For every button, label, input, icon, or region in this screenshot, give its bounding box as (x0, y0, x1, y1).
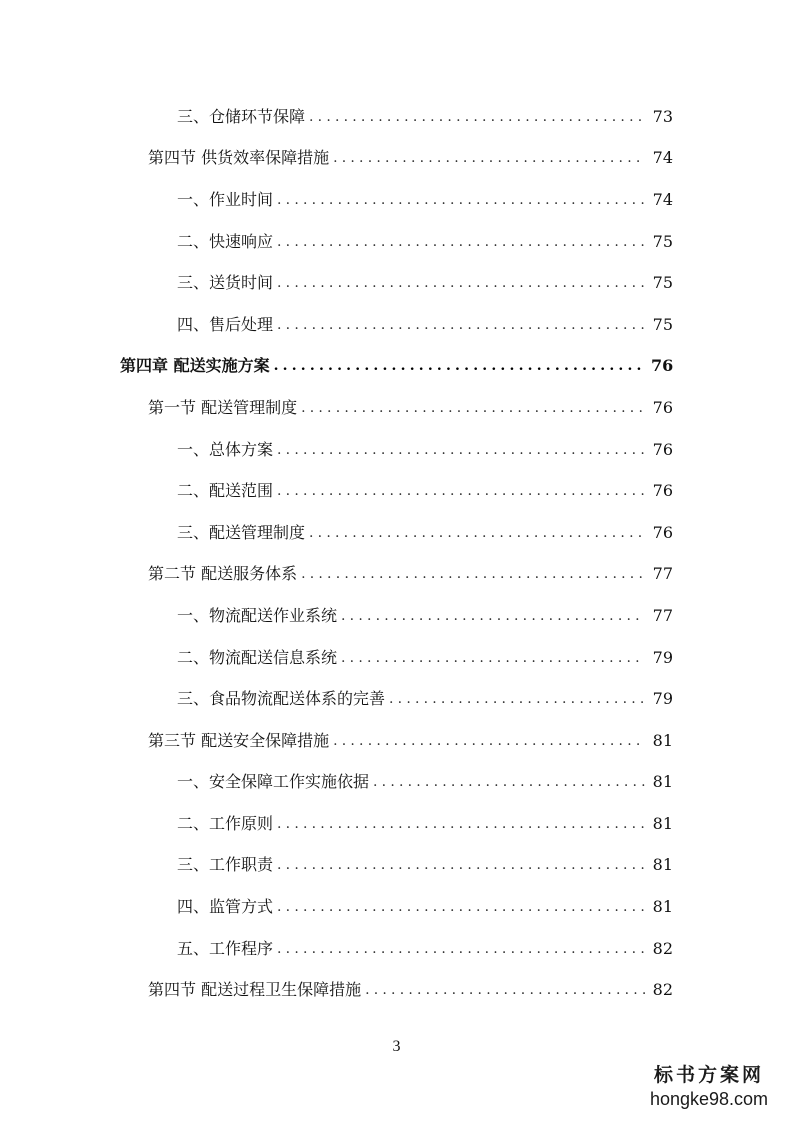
toc-entry[interactable] (0, 637, 793, 679)
toc-chapter-entry[interactable] (0, 346, 793, 388)
toc-leader-dots (277, 481, 645, 501)
toc-entry-title: 第四节 供货效率保障措施 (148, 148, 330, 168)
toc-entry[interactable] (0, 138, 793, 180)
toc-leader-dots (365, 980, 645, 1000)
watermark-logo (639, 1060, 779, 1110)
toc-entry-title: 一、物流配送作业系统 (177, 605, 338, 625)
toc-leader-dots (309, 523, 645, 543)
toc-entry-title: 第四章 配送实施方案 (120, 356, 270, 376)
toc-entry[interactable] (0, 512, 793, 554)
toc-entry-title: 二、快速响应 (177, 231, 274, 251)
toc-entry-page: 74 (652, 148, 673, 168)
toc-entry-page: 77 (652, 564, 673, 584)
toc-entry-page: 76 (652, 481, 673, 501)
toc-entry[interactable] (0, 803, 793, 845)
toc-entry-title: 五、工作程序 (177, 938, 274, 958)
toc-leader-dots (277, 232, 645, 252)
toc-leader-dots (277, 315, 645, 335)
toc-entry[interactable] (0, 595, 793, 637)
toc-entry-title: 第三节 配送安全保障措施 (148, 730, 330, 750)
toc-entry-page: 79 (652, 689, 673, 709)
toc-leader-dots (341, 648, 645, 668)
toc-entry-page: 77 (652, 605, 673, 625)
toc-entry-page: 76 (652, 397, 673, 417)
toc-entry-title: 一、安全保障工作实施依据 (177, 772, 370, 792)
toc-entry-title: 三、仓储环节保障 (177, 106, 306, 126)
toc-entry-page: 81 (652, 855, 673, 875)
toc-entry-title: 一、作业时间 (177, 189, 274, 209)
toc-entry[interactable] (0, 179, 793, 221)
toc-entry-title: 三、食品物流配送体系的完善 (177, 689, 386, 709)
toc-entry-page: 82 (652, 938, 673, 958)
toc-leader-dots (277, 939, 645, 959)
toc-entry[interactable] (0, 678, 793, 720)
toc-entry[interactable] (0, 928, 793, 970)
toc-leader-dots (341, 606, 645, 626)
toc-entry[interactable] (0, 304, 793, 346)
toc-entry-page: 75 (652, 231, 673, 251)
toc-leader-dots (274, 356, 645, 376)
toc-entry-title: 四、监管方式 (177, 897, 274, 917)
toc-leader-dots (333, 731, 645, 751)
toc-leader-dots (277, 440, 645, 460)
toc-entry-title: 三、工作职责 (177, 855, 274, 875)
toc-leader-dots (333, 148, 645, 168)
table-of-contents (0, 96, 793, 1011)
toc-entry[interactable] (0, 470, 793, 512)
toc-entry[interactable] (0, 969, 793, 1011)
toc-entry-title: 二、配送范围 (177, 481, 274, 501)
toc-entry[interactable] (0, 387, 793, 429)
toc-entry[interactable] (0, 720, 793, 762)
toc-leader-dots (301, 398, 645, 418)
toc-entry[interactable] (0, 554, 793, 596)
toc-entry-title: 第一节 配送管理制度 (148, 397, 298, 417)
toc-entry-title: 三、配送管理制度 (177, 522, 306, 542)
toc-entry-title: 四、售后处理 (177, 314, 274, 334)
toc-entry[interactable] (0, 886, 793, 928)
toc-entry[interactable] (0, 221, 793, 263)
toc-entry-page: 76 (652, 522, 673, 542)
toc-entry-page: 76 (651, 356, 674, 376)
toc-entry[interactable] (0, 845, 793, 887)
toc-leader-dots (309, 107, 645, 127)
toc-leader-dots (301, 564, 645, 584)
toc-entry-page: 76 (652, 439, 673, 459)
toc-entry[interactable] (0, 429, 793, 471)
toc-entry-page: 73 (652, 106, 673, 126)
page-number: 3 (392, 1038, 401, 1055)
toc-entry[interactable] (0, 262, 793, 304)
toc-entry-title: 第四节 配送过程卫生保障措施 (148, 980, 362, 1000)
toc-entry-title: 三、送货时间 (177, 273, 274, 293)
toc-entry-title: 一、总体方案 (177, 439, 274, 459)
toc-entry-page: 75 (652, 314, 673, 334)
toc-leader-dots (389, 689, 645, 709)
toc-entry[interactable] (0, 96, 793, 138)
toc-entry-title: 第二节 配送服务体系 (148, 564, 298, 584)
toc-leader-dots (373, 772, 645, 792)
watermark-url: hongke98.com (649, 1089, 769, 1109)
toc-entry-page: 81 (652, 897, 673, 917)
toc-leader-dots (277, 273, 645, 293)
watermark-name: 标书方案网 (653, 1064, 764, 1086)
toc-leader-dots (277, 855, 645, 875)
toc-entry-page: 81 (652, 813, 673, 833)
toc-entry-page: 79 (652, 647, 673, 667)
toc-entry-page: 75 (652, 273, 673, 293)
toc-entry-page: 74 (652, 189, 673, 209)
toc-entry-title: 二、工作原则 (177, 813, 274, 833)
toc-leader-dots (277, 190, 645, 210)
toc-entry-title: 二、物流配送信息系统 (177, 647, 338, 667)
toc-entry-page: 82 (652, 980, 673, 1000)
toc-entry[interactable] (0, 762, 793, 804)
toc-leader-dots (277, 814, 645, 834)
toc-leader-dots (277, 897, 645, 917)
toc-entry-page: 81 (652, 730, 673, 750)
toc-entry-page: 81 (652, 772, 673, 792)
